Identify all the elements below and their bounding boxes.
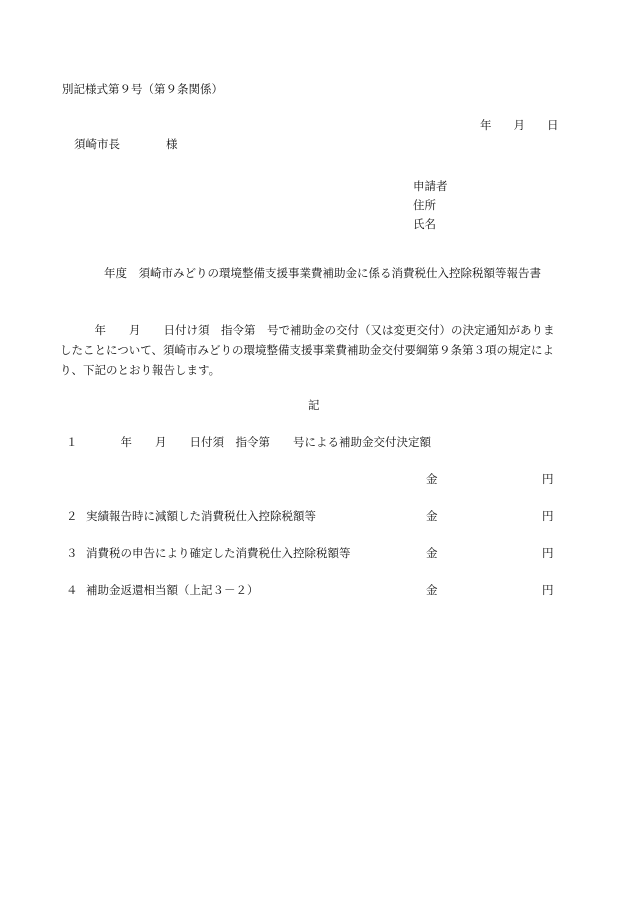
date-day-label: 日 (547, 118, 559, 132)
form-number: 別記様式第９号（第９条関係） (62, 82, 223, 96)
body-line: り、下記のとおり報告します。 (60, 363, 221, 377)
item-kin-label: 金 (426, 546, 438, 560)
item-number: ４ (66, 583, 78, 597)
applicant-name-label: 氏名 (413, 217, 436, 231)
item-text: 消費税の申告により確定した消費税仕入控除税額等 (86, 546, 351, 560)
item-number: １ (66, 435, 78, 449)
date-month-label: 月 (513, 118, 525, 132)
item-en-label: 円 (542, 509, 554, 523)
addressee: 須崎市長 様 (74, 137, 178, 151)
item-text: 実績報告時に減額した消費税仕入控除税額等 (86, 509, 316, 523)
item-kin-label: 金 (426, 472, 438, 486)
item-row-3 (66, 548, 576, 562)
item-row-4 (66, 585, 576, 599)
date-year-label: 年 (480, 118, 492, 132)
item-text: 年 月 日付須 指令第 号による補助金交付決定額 (86, 435, 431, 449)
item-row-1 (66, 437, 576, 451)
applicant-block (413, 177, 448, 234)
applicant-label: 申請者 (413, 179, 448, 193)
date-line (480, 120, 559, 132)
item-number: ３ (66, 546, 78, 560)
item-number: ２ (66, 509, 78, 523)
item-row-2 (66, 511, 576, 525)
ki-heading: 記 (308, 398, 320, 412)
item-kin-label: 金 (426, 583, 438, 597)
item-row-1-amount (66, 474, 576, 488)
item-kin-label: 金 (426, 509, 438, 523)
item-en-label: 円 (542, 583, 554, 597)
body-paragraph (60, 320, 570, 380)
body-line: したことについて、須崎市みどりの環境整備支援事業費補助金交付要綱第９条第３項の規定によ (60, 343, 555, 357)
item-en-label: 円 (542, 472, 554, 486)
item-text: 補助金返還相当額（上記３－２） (86, 583, 259, 597)
applicant-address-label: 住所 (413, 198, 436, 212)
item-en-label: 円 (542, 546, 554, 560)
body-line: 年 月 日付け須 指令第 号で補助金の交付（又は変更交付）の決定通知がありま (60, 323, 555, 337)
document-title: 年度 須崎市みどりの環境整備支援事業費補助金に係る消費税仕入控除税額等報告書 (104, 266, 541, 280)
